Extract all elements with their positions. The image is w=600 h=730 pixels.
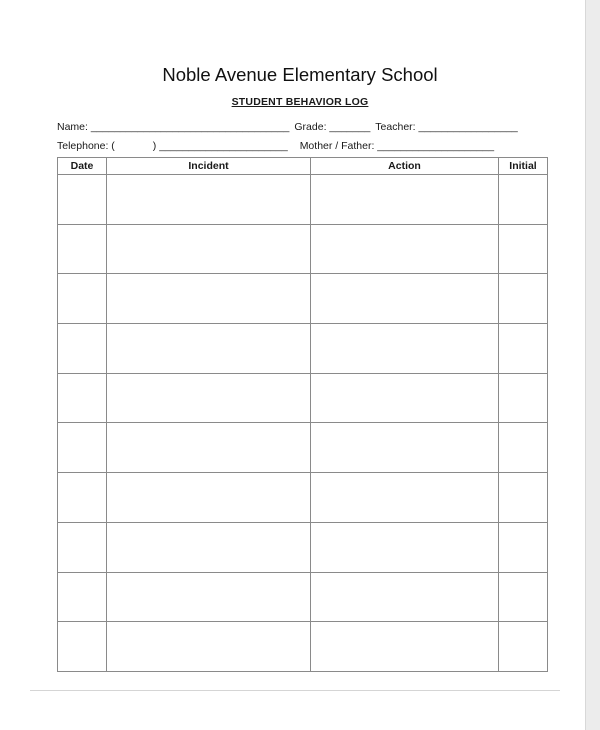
date-cell[interactable] — [58, 224, 107, 274]
initial-cell[interactable] — [499, 423, 548, 473]
school-title: Noble Avenue Elementary School — [162, 64, 438, 85]
initial-cell[interactable] — [499, 324, 548, 374]
student-info-row — [57, 121, 530, 133]
incident-cell[interactable] — [107, 572, 311, 622]
incident-cell[interactable] — [107, 175, 311, 225]
date-cell[interactable] — [58, 622, 107, 672]
parents-field[interactable]: Mother / Father: ____________________ — [299, 140, 495, 152]
table-row — [58, 423, 548, 473]
header-date: Date — [58, 158, 107, 175]
grade-field[interactable]: Grade: _______ — [294, 121, 371, 133]
date-cell[interactable] — [58, 324, 107, 374]
date-cell[interactable] — [58, 274, 107, 324]
header-incident: Incident — [107, 158, 311, 175]
table-row — [58, 473, 548, 523]
action-cell[interactable] — [311, 324, 499, 374]
action-cell[interactable] — [311, 622, 499, 672]
table-row — [58, 175, 548, 225]
incident-cell[interactable] — [107, 622, 311, 672]
incident-cell[interactable] — [107, 274, 311, 324]
name-field[interactable]: Name: __________________________________ — [57, 121, 290, 133]
log-subtitle: STUDENT BEHAVIOR LOG — [231, 96, 369, 108]
incident-cell[interactable] — [107, 473, 311, 523]
initial-cell[interactable] — [499, 522, 548, 572]
initial-cell[interactable] — [499, 274, 548, 324]
teacher-field[interactable]: Teacher: _________________ — [375, 121, 518, 133]
table-row — [58, 522, 548, 572]
table-row — [58, 324, 548, 374]
table-row — [58, 224, 548, 274]
incident-cell[interactable] — [107, 522, 311, 572]
incident-cell[interactable] — [107, 224, 311, 274]
initial-cell[interactable] — [499, 572, 548, 622]
action-cell[interactable] — [311, 175, 499, 225]
header-action: Action — [311, 158, 499, 175]
table-header-row — [58, 158, 548, 175]
table-row — [58, 373, 548, 423]
table-row — [58, 274, 548, 324]
telephone-field[interactable]: Telephone: ( — [57, 140, 115, 152]
date-cell[interactable] — [58, 423, 107, 473]
initial-cell[interactable] — [499, 175, 548, 225]
date-cell[interactable] — [58, 572, 107, 622]
table-row — [58, 622, 548, 672]
initial-cell[interactable] — [499, 224, 548, 274]
action-cell[interactable] — [311, 572, 499, 622]
date-cell[interactable] — [58, 373, 107, 423]
action-cell[interactable] — [311, 473, 499, 523]
table-row — [58, 572, 548, 622]
date-cell[interactable] — [58, 522, 107, 572]
action-cell[interactable] — [311, 522, 499, 572]
initial-cell[interactable] — [499, 473, 548, 523]
incident-cell[interactable] — [107, 423, 311, 473]
incident-cell[interactable] — [107, 324, 311, 374]
date-cell[interactable] — [58, 175, 107, 225]
action-cell[interactable] — [311, 224, 499, 274]
action-cell[interactable] — [311, 373, 499, 423]
initial-cell[interactable] — [499, 622, 548, 672]
behavior-log-table — [57, 157, 548, 672]
table-body — [58, 175, 548, 672]
action-cell[interactable] — [311, 274, 499, 324]
date-cell[interactable] — [58, 473, 107, 523]
initial-cell[interactable] — [499, 373, 548, 423]
incident-cell[interactable] — [107, 373, 311, 423]
header-initial: Initial — [499, 158, 548, 175]
contact-info-row — [57, 140, 530, 152]
telephone-number-field[interactable]: ) ______________________ — [152, 140, 288, 152]
action-cell[interactable] — [311, 423, 499, 473]
footer-divider — [30, 690, 560, 691]
